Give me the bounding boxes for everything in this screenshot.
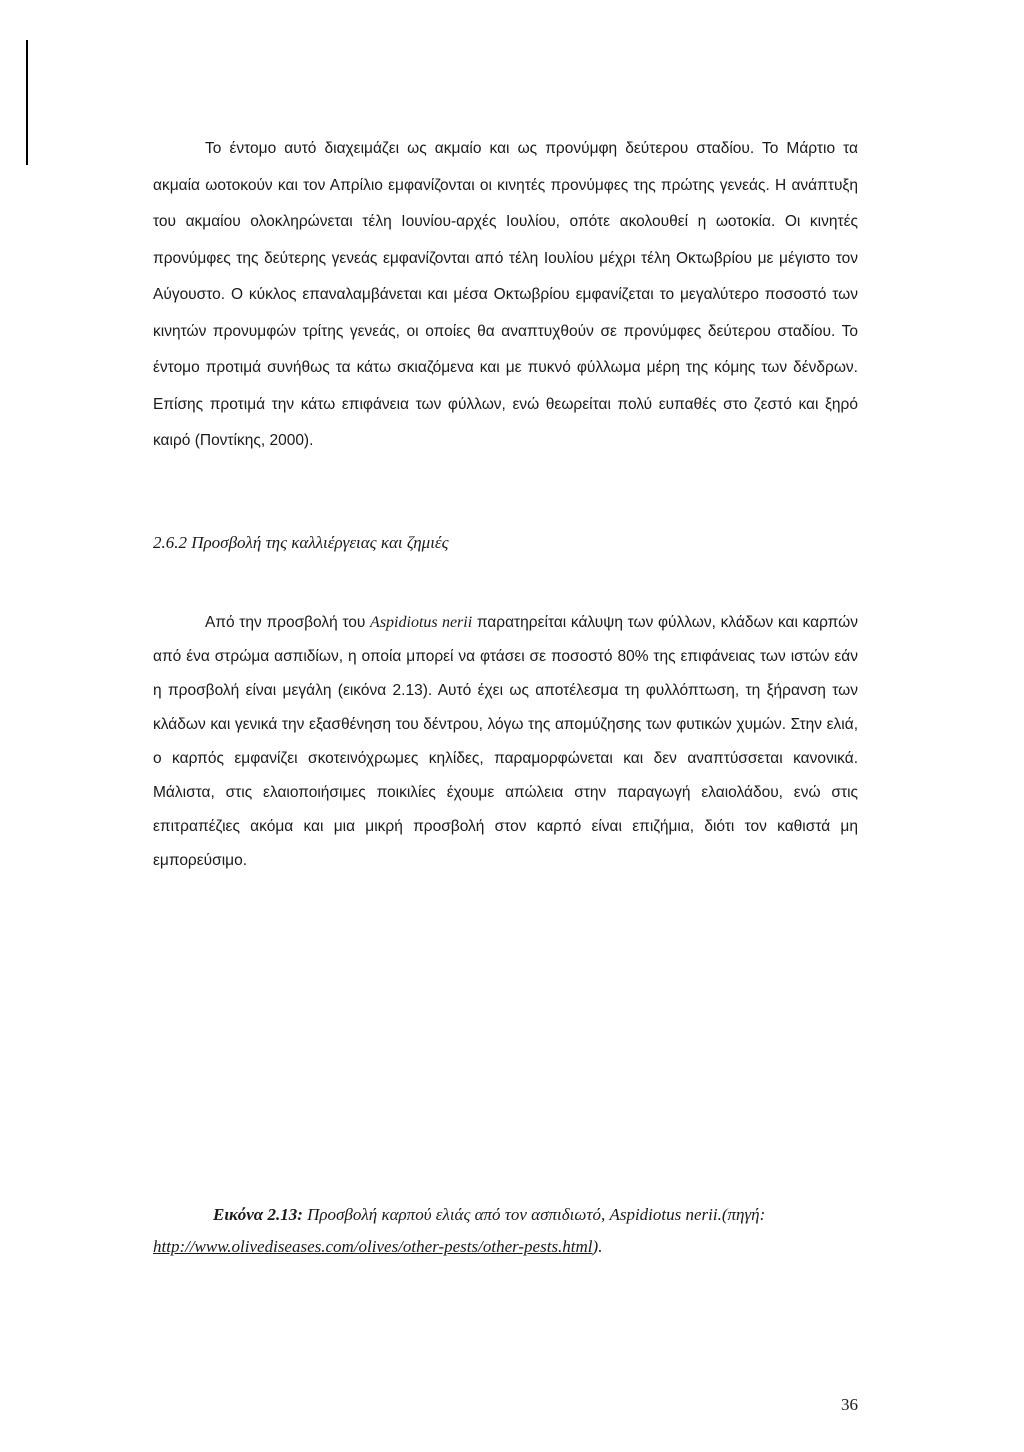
figure-caption-label: Εικόνα 2.13: [213, 1205, 303, 1224]
body-paragraph-life-cycle: Το έντομο αυτό διαχειμάζει ως ακμαίο και ως προνύμφη δεύτερου σταδίου. Το Μάρτιο τα ακμαία ωοτοκούν και τον Απρίλιο εμφανίζονται οι κινητές προνύμφες της πρώτης γενεάς. Η ανάπτυξη του ακμαίου ολοκληρώνεται τέλη Ιουνίου-αρχές Ιουλίου, οπότε ακολουθεί η ωοτοκία. Οι κινητές προνύμφες της δεύτερης γενεάς εμφανίζονται από τέλη Ιουλίου μέχρι τέλη Οκτωβρίου με μέγιστο τον Αύγουστο. Ο κύκλος επαναλαμβάνεται και μέσα Οκτωβρίου εμφανίζεται το μεγαλύτερο ποσοστό των κινητών προνυμφών τρίτης γενεάς, οι οποίες θα αναπτυχθούν σε προνύμφες δεύτερου σταδίου. Το έντομο προτιμά συνήθως τα κάτω σκιαζόμενα και με πυκνό φύλλωμα μέρη της κόμης των δένδρων. Επίσης προτιμά την κάτω επιφάνεια των φύλλων, ενώ θεωρείται πολύ ευπαθές στο ζεστό και ξηρό καιρό (Ποντίκης, 2000). [153, 140, 858, 449]
paragraph-text-lead: Από την προσβολή του [205, 614, 371, 631]
figure-caption [153, 1199, 858, 1263]
species-name: Aspidiotus nerii [370, 614, 473, 631]
paragraph-text-body: παρατηρείται κάλυψη των φύλλων, κλάδων και καρπών από ένα στρώμα ασπιδίων, η οποία μπορεί να φτάσει σε ποσοστό 80% της επιφάνειας των ιστών εάν η προσβολή είναι μεγάλη (εικόνα 2.13). Αυτό έχει ως αποτέλεσμα τη φυλλόπτωση, τη ξήρανση των κλάδων και γενικά την εξασθένηση του δέντρου, λόγω της απομύζησης των φυτικών χυμών. Στην ελιά, ο καρπός εμφανίζει σκοτεινόχρωμες κηλίδες, παραμορφώνεται και δεν αναπτύσσεται κανονικά. Μάλιστα, στις ελαιοποιήσιμες ποικιλίες έχουμε απώλεια στην παραγωγή ελαιολάδου, ενώ στις επιτραπέζιες ακόμα και μια μικρή προσβολή στον καρπό είναι επιζήμια, διότι τον καθιστά μη εμπορεύσιμο. [153, 614, 859, 869]
source-link[interactable]: http://www.olivediseases.com/olives/other-pests/other-pests.html [153, 1237, 593, 1256]
figure-caption-closing: ). [592, 1237, 603, 1256]
figure-caption-text: Προσβολή καρπού ελιάς από τον ασπιδιωτό, Aspidiotus nerii.(πηγή: [302, 1205, 766, 1224]
margin-rule [26, 40, 28, 165]
section-heading: 2.6.2 Προσβολή της καλλιέργειας και ζημιές [153, 533, 449, 552]
body-paragraph-damage [153, 606, 858, 878]
page-number: 36 [841, 1395, 858, 1414]
